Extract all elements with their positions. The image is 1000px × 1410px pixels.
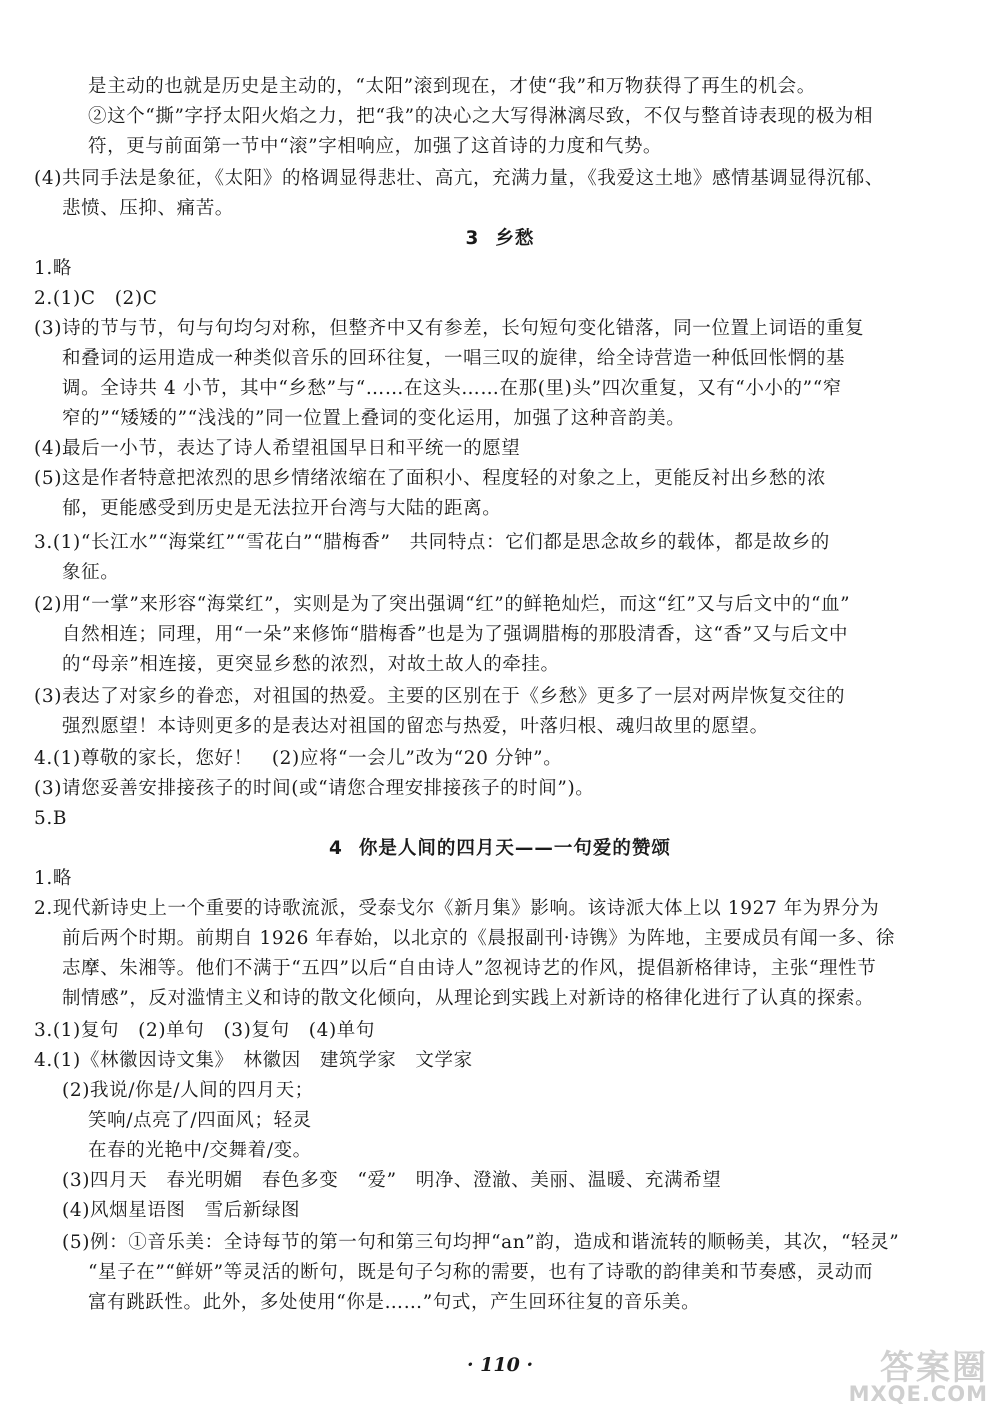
text-line: 3.(1)“长江水”“海棠红”“雪花白”“腊梅香” 共同特点：它们都是思念故乡的载体，都是故乡的 [34,532,830,553]
text-line: 1.略 [34,868,72,889]
section-number: 3 [465,228,480,249]
text-line: (4)最后一小节，表达了诗人希望祖国早日和平统一的愿望 [34,438,521,459]
text-line: 强烈愿望！本诗则更多的是表达对祖国的留恋与热爱，叶落归根、魂归故里的愿望。 [62,716,769,737]
text-line: (4)共同手法是象征，《太阳》的格调显得悲壮、高亢，充满力量，《我爱这土地》感情基调显得沉郁、 [34,168,884,189]
text-line: 符，更与前面第一节中“滚”字相响应，加强了这首诗的力度和气势。 [88,136,663,157]
section-heading [0,836,1000,862]
text-line: 在春的光艳中/交舞着/变。 [88,1140,312,1161]
text-line: 4.(1)《林徽因诗文集》 林徽因 建筑学家 文学家 [34,1050,473,1071]
section-heading [0,226,1000,252]
text-line: 4.(1)尊敬的家长，您好！ (2)应将“一会儿”改为“20 分钟”。 [34,748,563,769]
watermark-domain: MXQE.COM [848,1382,988,1406]
section-number: 4 [329,838,343,859]
text-line: 制情感”，反对滥情主义和诗的散文化倾向，从理论到实践上对新诗的格律化进行了认真的探索。 [62,988,875,1009]
text-line: (5)例：①音乐美：全诗每节的第一句和第三句均押“an”韵，造成和谐流转的顺畅美，其次，“轻灵” [62,1232,900,1253]
text-line: 前后两个时期。前期自 1926 年春始，以北京的《晨报副刊·诗镌》为阵地，主要成员有闻一多、徐 [62,928,895,949]
page-number: · 110 · [466,1354,534,1376]
text-line: 2.现代新诗史上一个重要的诗歌流派，受泰戈尔《新月集》影响。该诗派大体上以 1927 年为界分为 [34,898,880,919]
text-line: (3)请您妥善安排接孩子的时间(或“请您合理安排接孩子的时间”)。 [34,778,595,799]
text-line: ②这个“撕”字抒太阳火焰之力，把“我”的决心之大写得淋漓尽致，不仅与整首诗表现的极为相 [88,106,874,127]
section-title: 你是人间的四月天——一句爱的赞颂 [358,838,671,859]
text-line: 的“母亲”相连接，更突显乡愁的浓烈，对故土故人的牵挂。 [62,654,560,675]
text-line: 和叠词的运用造成一种类似音乐的回环往复，一唱三叹的旋律，给全诗营造一种低回怅惘的基 [62,348,846,369]
text-line: (4)风烟星语图 雪后新绿图 [62,1200,301,1221]
text-line: 志摩、朱湘等。他们不满于“五四”以后“自由诗人”忽视诗艺的作风，提倡新格律诗，主张“理性节 [62,958,877,979]
text-line: (3)表达了对家乡的眷恋，对祖国的热爱。主要的区别在于《乡愁》更多了一层对两岸恢复交往的 [34,686,846,707]
text-line: 窄的”“矮矮的”“浅浅的”同一位置上叠词的变化运用，加强了这种音韵美。 [62,408,686,429]
text-line: 是主动的也就是历史是主动的，“太阳”滚到现在，才使“我”和万物获得了再生的机会。 [88,76,816,97]
text-line: 1.略 [34,258,72,279]
text-line: 自然相连；同理，用“一朵”来修饰“腊梅香”也是为了强调腊梅的那股清香，这“香”又与后文中 [62,624,849,645]
text-line: (3)诗的节与节，句与句均匀对称，但整齐中又有参差，长句短句变化错落，同一位置上词语的重复 [34,318,865,339]
text-line: 2.(1)C (2)C [34,288,158,309]
text-line: 富有跳跃性。此外，多处使用“你是……”句式，产生回环往复的音乐美。 [88,1292,701,1313]
section-title: 乡愁 [495,228,535,249]
text-line: (2)用“一掌”来形容“海棠红”，实则是为了突出强调“红”的鲜艳灿烂，而这“红”又与后文中的“血” [34,594,851,615]
text-line: 郁，更能感受到历史是无法拉开台湾与大陆的距离。 [62,498,502,519]
site-watermark [826,1338,994,1408]
text-line: 5.B [34,808,68,829]
text-line: (3)四月天 春光明媚 春色多变 “爱” 明净、澄澈、美丽、温暖、充满希望 [62,1170,722,1191]
text-line: “星子在”“鲜妍”等灵活的断句，既是句子匀称的需要，也有了诗歌的韵律美和节奏感，灵动而 [88,1262,874,1283]
text-line: (5)这是作者特意把浓烈的思乡情绪浓缩在了面积小、程度轻的对象之上，更能反衬出乡愁的浓 [34,468,827,489]
text-line: 悲愤、压抑、痛苦。 [62,198,234,219]
text-line: 笑响/点亮了/四面风；轻灵 [88,1110,312,1131]
watermark-logo-text: 答案圈 [880,1348,988,1388]
text-line: 调。全诗共 4 小节，其中“乡愁”与“……在这头……在那(里)头”四次重复，又有“小小的”“窄 [62,378,842,399]
text-line: 3.(1)复句 (2)单句 (3)复句 (4)单句 [34,1020,375,1041]
text-line: 象征。 [62,562,120,583]
text-line: (2)我说/你是/人间的四月天； [62,1080,314,1101]
